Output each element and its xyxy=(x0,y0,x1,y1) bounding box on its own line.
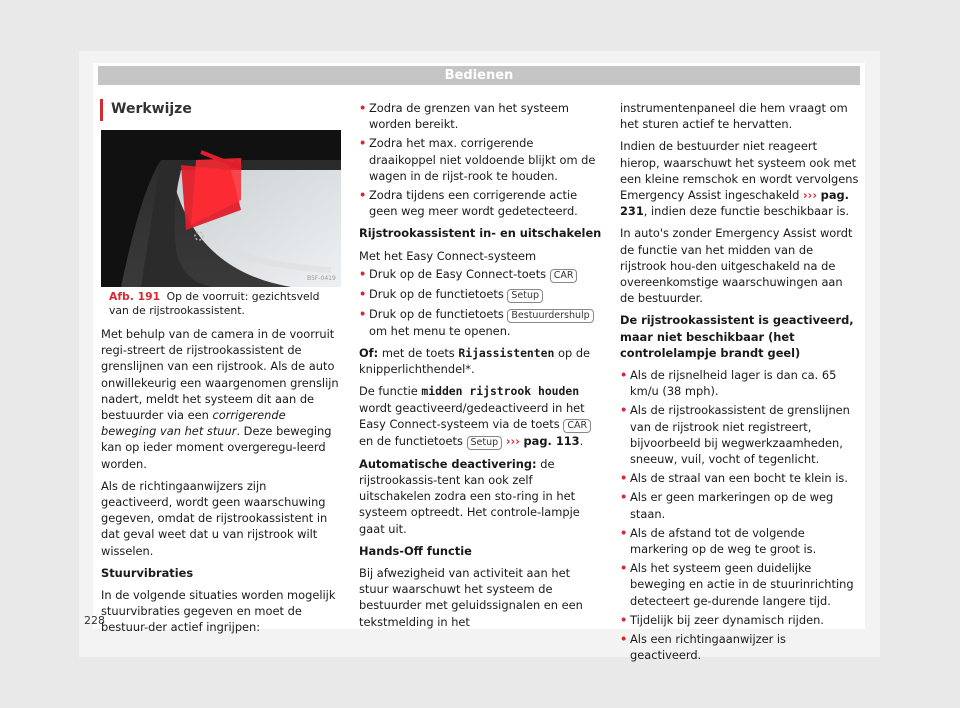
bullet-icon: • xyxy=(620,368,628,383)
figure-code: B5F-0419 xyxy=(307,275,336,282)
list-item xyxy=(620,560,860,609)
list-item xyxy=(620,525,860,557)
setup-button: Setup xyxy=(467,436,503,450)
paragraph: Met het Easy Connect-systeem xyxy=(359,248,537,263)
list-item-text: Als de afstand tot de volgende markering op de weg te groot is. xyxy=(630,525,817,557)
bullet-icon: • xyxy=(359,101,367,115)
list-item-text: Als de rijsnelheid lager is dan ca. 65 km/u (38 mph). xyxy=(630,368,837,399)
text: Indien de bestuurder niet reageert hierop, waarschuwt het systeem ook met een kleine remschok en wordt vervolgens Emergency Assist ingeschakeld xyxy=(620,139,859,203)
subheading: Stuurvibraties xyxy=(101,565,194,580)
bullet-icon: • xyxy=(359,136,367,151)
paragraph xyxy=(620,138,860,219)
text: , indien deze functie beschikbaar is. xyxy=(643,204,850,219)
list-item-text: Als een richtingaanwijzer is geactiveerd. xyxy=(630,632,786,663)
list-item xyxy=(620,367,860,399)
paragraph: In auto's zonder Emergency Assist wordt de functie van het midden van de rijstrook hou-den uitgeschakeld na de overeenkomstige waarschuwingen aan de bestuurder. xyxy=(620,226,853,306)
label: Of: xyxy=(359,346,379,361)
figure-caption-text: Op de voorruit: gezichtsveld van de rijstrookassistent. xyxy=(109,290,320,317)
bestuurdershulp-button: Bestuurdershulp xyxy=(507,309,593,323)
text: De functie xyxy=(359,384,418,399)
section-title: Werkwijze xyxy=(100,99,192,121)
list-item-text: Druk op de functietoets xyxy=(369,306,504,321)
page-header: Bedienen xyxy=(98,66,860,85)
paragraph xyxy=(359,456,602,537)
page-reference: pag. 231 xyxy=(620,188,849,219)
ref-arrow-icon: ››› xyxy=(505,433,520,448)
text: de rijstrookassis-tent kan ook zelf uitschakelen zodra een sto-ring in het systeem optreedt. Het controle-lampje gaat uit. xyxy=(359,456,580,536)
figure-image xyxy=(101,130,341,287)
emphasis-text: corrigerende beweging van het stuur xyxy=(101,408,286,439)
bullet-icon: • xyxy=(620,471,628,486)
text: wordt geactiveerd/gedeactiveerd in het Easy Connect-systeem via de toets xyxy=(359,400,585,431)
bullet-icon: • xyxy=(359,188,367,203)
list-item xyxy=(359,306,602,339)
subheading: De rijstrookassistent is geactiveerd, maar niet beschikbaar (het controlelampje brandt geel) xyxy=(620,313,854,360)
list-item-text: Zodra het max. corrigerende draaikoppel niet voldoende blijkt om de wagen in de rijst-rook te houden. xyxy=(369,136,596,183)
list-item xyxy=(359,135,602,184)
figure xyxy=(101,130,341,318)
text: en de functietoets xyxy=(359,433,463,448)
paragraph: In de volgende situaties worden mogelijk stuurvibraties gegeven en moet de bestuur-der actief ingrijpen: xyxy=(101,588,336,635)
bullet-icon: • xyxy=(620,403,628,418)
list-item xyxy=(620,489,860,521)
ref-arrow-icon: ››› xyxy=(802,188,818,203)
list-item xyxy=(359,100,602,132)
list-item xyxy=(620,470,860,486)
paragraph: Bij afwezigheid van activiteit aan het stuur waarschuwt het systeem de bestuurder met geluidssignalen en een tekstmelding in het xyxy=(359,566,583,629)
figure-caption xyxy=(109,290,335,317)
key-name: Rijassistenten xyxy=(458,346,555,361)
paragraph: Als de richtingaanwijzers zijn geactiveerd, wordt geen waarschuwing gegeven, omdat de rijstrookassistent in dat geval weet dat u van rijstrook wilt wisselen. xyxy=(101,478,328,558)
car-button: CAR xyxy=(563,419,591,433)
bullet-icon: • xyxy=(620,612,628,627)
subheading: Rijstrookassistent in- en uitschakelen xyxy=(359,226,602,241)
list-item xyxy=(620,631,860,663)
page-reference: pag. 113 xyxy=(523,433,580,448)
list-item-text: Zodra tijdens een corrigerende actie geen weg meer wordt gedetecteerd. xyxy=(369,188,578,219)
text: Met behulp van de camera in de voorruit regi-streert de rijstrookassistent de grenslijnen van een rijstrook. Als de auto onwillekeurig een waargenomen grenslijn nadert, meldt het systeem dit aan de bestuurder via een xyxy=(101,327,339,423)
bullet-icon: • xyxy=(359,306,367,321)
windshield-camera-illustration xyxy=(101,130,341,287)
paragraph: De functie midden rijstrook houden wordt geactiveerd/gedeactiveerd in het Easy Connect-systeem via de toets CAR en de functietoets Setup ››› pag. 113. xyxy=(359,383,602,449)
paragraph: instrumentenpaneel die hem vraagt om het sturen actief te hervatten. xyxy=(620,101,848,132)
function-name: midden rijstrook houden xyxy=(421,384,580,399)
figure-label: Afb. 191 xyxy=(109,290,161,303)
subheading: Hands-Off functie xyxy=(359,543,472,558)
column-1 xyxy=(101,326,341,642)
bullet-icon: • xyxy=(620,525,628,540)
list-item-text: Als er geen markeringen op de weg staan. xyxy=(630,490,834,521)
car-button: CAR xyxy=(550,269,578,283)
list-item xyxy=(620,612,860,628)
list-item-text: Tijdelijk bij zeer dynamisch rijden. xyxy=(630,612,824,627)
text: op de knipperlichthendel*. xyxy=(359,346,591,377)
text: met de toets xyxy=(381,346,455,361)
list-item-text: Als de straal van een bocht te klein is. xyxy=(630,471,848,486)
page-number: 228 xyxy=(84,614,105,627)
list-item xyxy=(359,286,602,303)
paragraph xyxy=(101,326,341,472)
column-2 xyxy=(359,100,602,636)
label: Automatische deactivering: xyxy=(359,456,537,471)
list-item-text: Druk op de functietoets xyxy=(369,286,504,301)
list-item xyxy=(359,266,602,283)
setup-button: Setup xyxy=(507,289,543,303)
column-3 xyxy=(620,100,860,667)
list-item xyxy=(359,187,602,219)
bullet-icon: • xyxy=(620,490,628,505)
list-item-text: Zodra de grenzen van het systeem worden bereikt. xyxy=(369,101,569,132)
bullet-icon: • xyxy=(620,632,628,647)
paragraph xyxy=(359,345,602,377)
list-item xyxy=(620,402,860,467)
list-item-text: Druk op de Easy Connect-toets xyxy=(369,266,547,281)
bullet-icon: • xyxy=(359,266,367,281)
bullet-icon: • xyxy=(359,286,367,301)
list-item-text: Als het systeem geen duidelijke beweging en actie in de stuurinrichting detecteert ge-durende langere tijd. xyxy=(630,561,854,608)
list-item-text: om het menu te openen. xyxy=(369,323,511,338)
list-item-text: Als de rijstrookassistent de grenslijnen van de rijstrook niet registreert, bijvoorbeeld bij wegwerkzaamheden, sneeuw, vuil, vocht of tegenlicht. xyxy=(630,403,850,467)
text: . Deze beweging kan op ieder moment overgeregu-leerd worden. xyxy=(101,424,332,471)
bullet-icon: • xyxy=(620,561,628,576)
